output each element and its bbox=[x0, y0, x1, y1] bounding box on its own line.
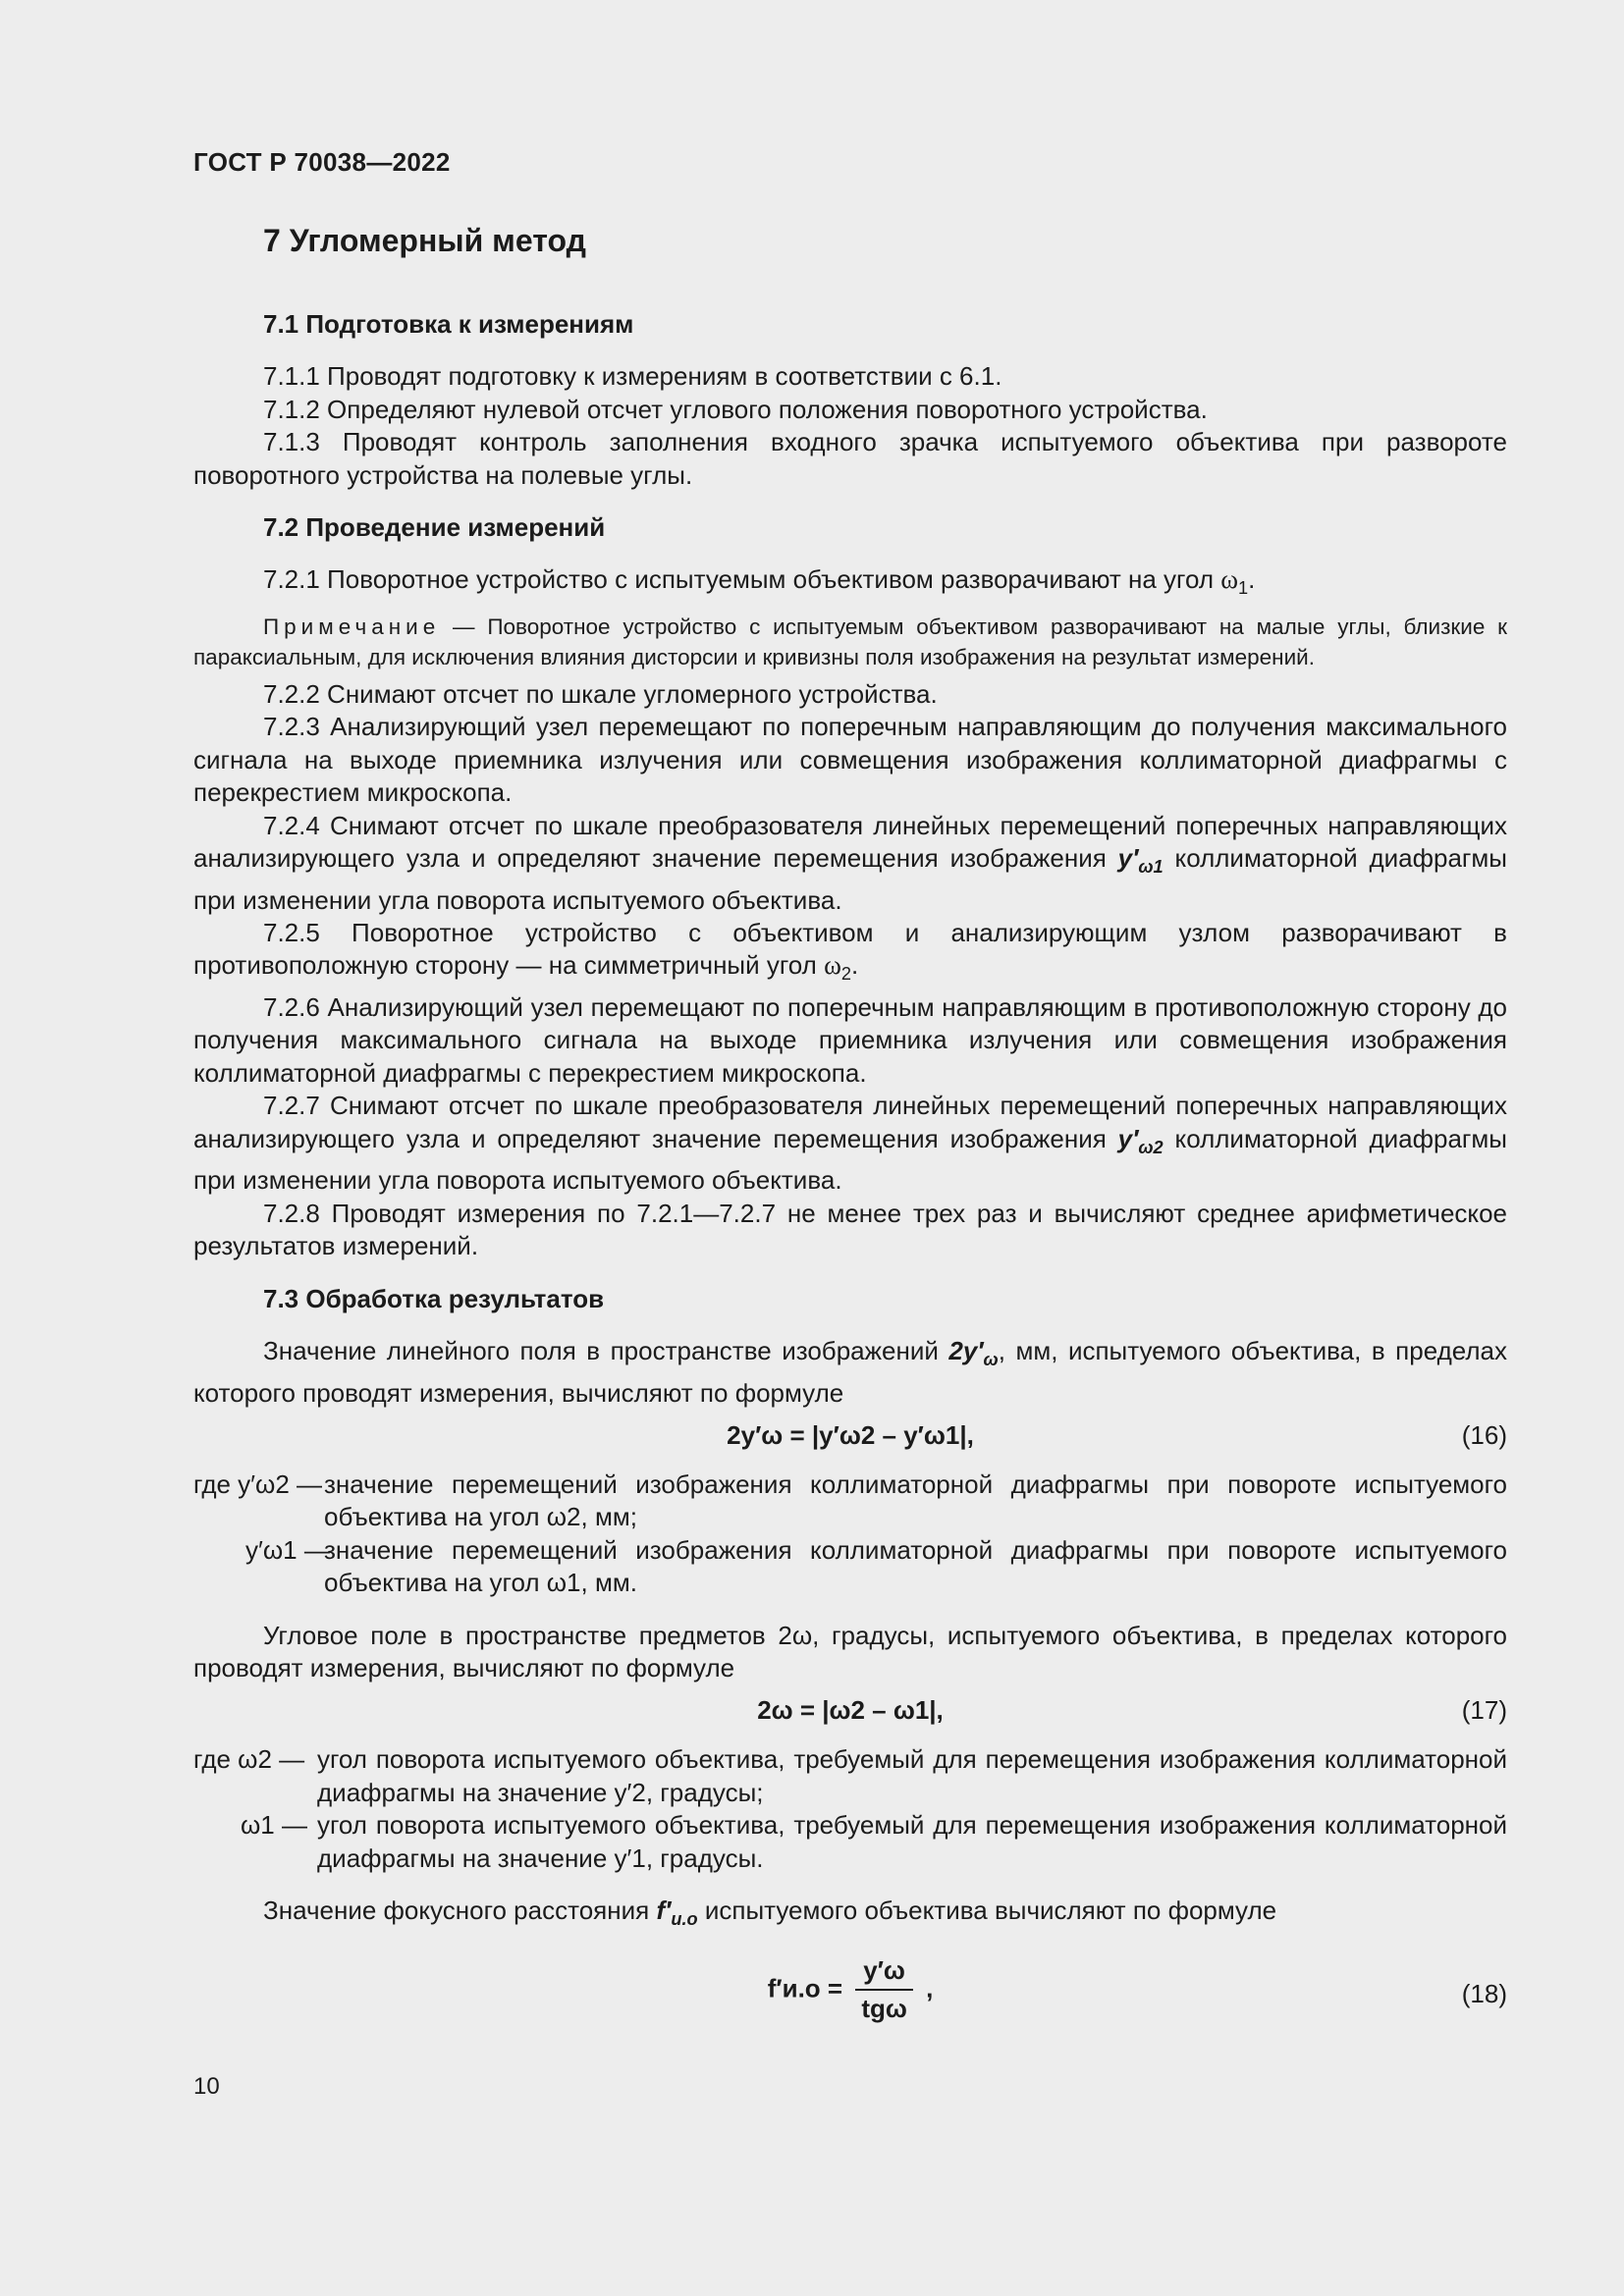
paragraph-7-2-2: 7.2.2 Снимают отсчет по шкале угломерного устройства. bbox=[263, 679, 938, 710]
subsection-title-7-1: 7.1 Подготовка к измерениям bbox=[263, 309, 634, 339]
page-number: 10 bbox=[193, 2073, 220, 2100]
document-body bbox=[193, 308, 1507, 2037]
paragraph-7-3-linear-field: Значение линейного поля в пространстве изображений $2y'_\omega$, мм, испытуемого объектива, в пределах которого проводят измерения, вычисляют по формуле bbox=[193, 1335, 1507, 1408]
formula-17-expression: 2ω = |ω2 – ω1|, bbox=[757, 1695, 944, 1726]
formula-17 bbox=[193, 1694, 1507, 1734]
formula-18-tail: , bbox=[926, 1972, 934, 2002]
note-label: Примечание bbox=[263, 614, 441, 640]
paragraph-7-3-focal-length: Значение фокусного расстояния $f'_{и.о}$ испытуемого объектива вычисляют по формуле bbox=[263, 1895, 1277, 1930]
where-description: значение перемещений изображения коллиматорной диафрагмы при повороте испытуемого объектива на угол ω2, мм; bbox=[324, 1468, 1507, 1532]
formula-18-fraction bbox=[855, 1954, 913, 2026]
where-item bbox=[193, 1809, 1507, 1875]
where-label: ω1 — bbox=[241, 1810, 307, 1841]
paragraph-7-2-5: 7.2.5 Поворотное устройство с объективом и анализирующим узлом разворачивают в противоположную сторону — на симметричный угол $\omega_2$. bbox=[193, 918, 1507, 985]
where-item bbox=[193, 1743, 1507, 1809]
document-header: ГОСТ Р 70038—2022 bbox=[193, 147, 451, 177]
where-description: угол поворота испытуемого объектива, требуемый для перемещения изображения коллиматорной диафрагмы на значение y′2, градусы; bbox=[317, 1744, 1507, 1807]
formula-17-number: (17) bbox=[1461, 1695, 1507, 1726]
paragraph-7-2-7: 7.2.7 Снимают отсчет по шкале преобразователя линейных перемещений поперечных направляющих анализирующего узла и определяют значение перемещения изображения $y'_{\omega 2}$ коллиматорной диафрагмы при изменении угла поворота испытуемого объектива. bbox=[193, 1091, 1507, 1196]
paragraph-7-2-6: 7.2.6 Анализирующий узел перемещают по поперечным направляющим в противоположную сторону до получения максимального сигнала на выходе приемника излучения или совмещения изображения коллиматорной диафрагмы с перекрестием микроскопа. bbox=[193, 992, 1507, 1088]
note bbox=[193, 612, 1507, 672]
where-description: угол поворота испытуемого объектива, требуемый для перемещения изображения коллиматорной диафрагмы на значение y′1, градусы. bbox=[317, 1810, 1507, 1873]
formula-18 bbox=[193, 1954, 1507, 2037]
formula-16-number: (16) bbox=[1461, 1419, 1507, 1450]
where-label: y′ω1 — bbox=[245, 1534, 330, 1565]
formula-18-numerator: y′ω bbox=[855, 1954, 913, 1991]
formula-18-lhs: f′и.о = bbox=[767, 1972, 843, 2002]
formula-18-denominator: tgω bbox=[861, 1993, 907, 2023]
formula-16 bbox=[193, 1419, 1507, 1459]
formula-18-number: (18) bbox=[1461, 1978, 1507, 2008]
paragraph-7-1-1: 7.1.1 Проводят подготовку к измерениям в соответствии с 6.1. bbox=[263, 361, 1002, 392]
note-text: — Поворотное устройство с испытуемым объективом разворачивают на малые углы, близкие к параксиальным, для исключения влияния дисторсии и кривизны поля изображения на результат измерений. bbox=[193, 614, 1507, 670]
where-label: где y′ω2 — bbox=[193, 1468, 323, 1499]
subsection-title-7-3: 7.3 Обработка результатов bbox=[263, 1283, 605, 1313]
paragraph-7-2-1: 7.2.1 Поворотное устройство с испытуемым объективом разворачивают на угол $\omega_1$. bbox=[263, 564, 1256, 599]
where-description: значение перемещений изображения коллиматорной диафрагмы при повороте испытуемого объектива на угол ω1, мм. bbox=[324, 1534, 1507, 1598]
paragraph-7-2-4: 7.2.4 Снимают отсчет по шкале преобразователя линейных перемещений поперечных направляющих анализирующего узла и определяют значение перемещения изображения $y'_{\omega 1}$ коллиматорной диафрагмы при изменении угла поворота испытуемого объектива. bbox=[193, 810, 1507, 915]
subsection-title-7-2: 7.2 Проведение измерений bbox=[263, 512, 606, 543]
where-item bbox=[193, 1468, 1507, 1534]
where-label: где ω2 — bbox=[193, 1744, 305, 1775]
section-title: 7 Угломерный метод bbox=[263, 223, 586, 258]
paragraph-7-2-3: 7.2.3 Анализирующий узел перемещают по поперечным направляющим до получения максимального сигнала на выходе приемника излучения или совмещения изображения коллиматорной диафрагмы с перекрестием микроскопа. bbox=[193, 712, 1507, 808]
formula-16-expression: 2y′ω = |y′ω2 – y′ω1|, bbox=[727, 1419, 974, 1450]
paragraph-7-1-2: 7.1.2 Определяют нулевой отсчет углового положения поворотного устройства. bbox=[263, 394, 1208, 424]
paragraph-7-3-angular-field: Угловое поле в пространстве предметов 2ω, градусы, испытуемого объектива, в пределах которого проводят измерения, вычисляют по формуле bbox=[193, 1620, 1507, 1682]
paragraph-7-1-3: 7.1.3 Проводят контроль заполнения входного зрачка испытуемого объектива при развороте поворотного устройства на полевые углы. bbox=[193, 427, 1507, 490]
where-item bbox=[193, 1534, 1507, 1600]
paragraph-7-2-8: 7.2.8 Проводят измерения по 7.2.1—7.2.7 не менее трех раз и вычисляют среднее арифметическое результатов измерений. bbox=[193, 1198, 1507, 1261]
